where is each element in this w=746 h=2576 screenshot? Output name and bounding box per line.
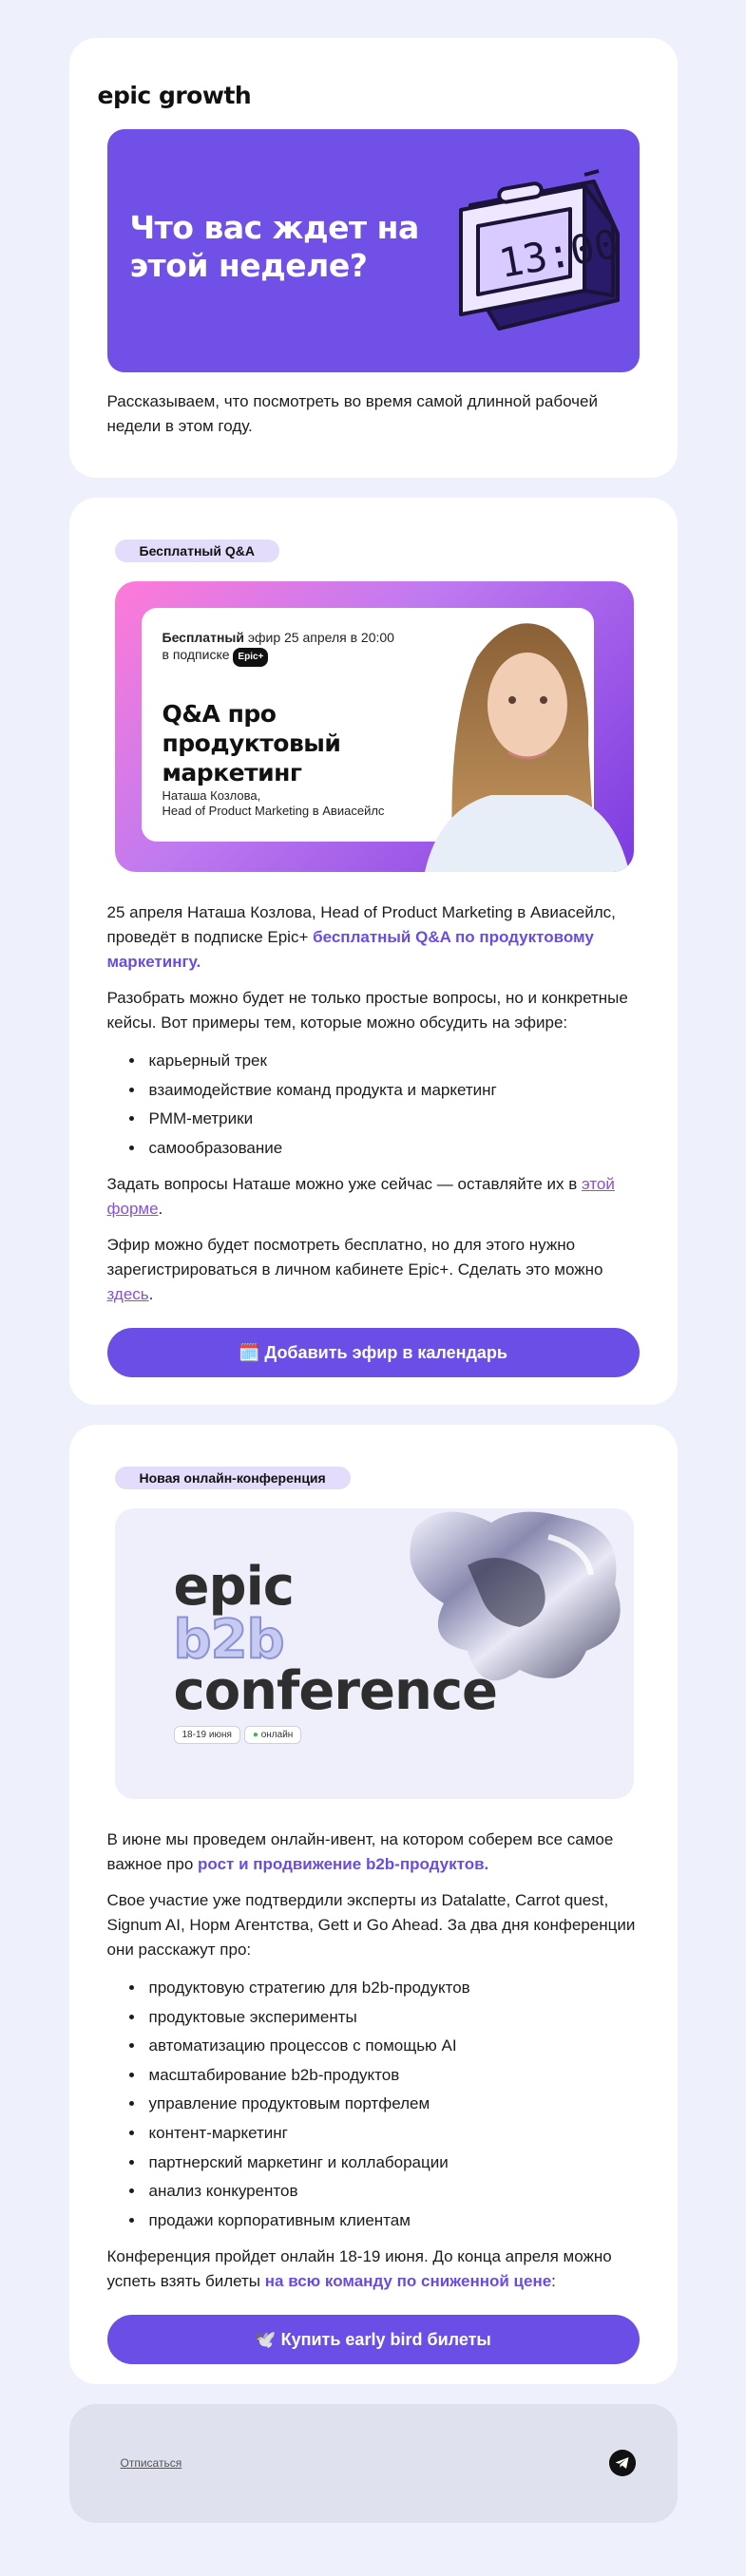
qa-banner[interactable]	[115, 581, 634, 872]
epic-growth-logo: epic growth	[97, 82, 252, 109]
conference-chips	[174, 1725, 306, 1744]
intro-card	[69, 38, 678, 478]
hero-title: Что вас ждет на этой неделе?	[129, 209, 419, 284]
conference-word-epic: epic	[173, 1556, 294, 1618]
list-item: • продуктовые эксперименты	[145, 2003, 640, 2033]
conference-badge: Новая онлайн-конференция	[115, 1467, 351, 1489]
qa-banner-speaker: Наташа Козлова, Head of Product Marketing в Авиасейлс	[162, 788, 385, 818]
b2b-growth-link[interactable]: рост и продвижение b2b-продуктов.	[198, 1855, 489, 1873]
list-item: • PMM-метрики	[145, 1105, 640, 1134]
team-discount-link[interactable]: на всю команду по сниженной цене	[264, 2272, 552, 2291]
online-dot-icon: ●	[252, 1730, 261, 1740]
qa-paragraph-4: Эфир можно будет посмотреть бесплатно, но для этого нужно зарегистрироваться в личном кабинете Epic+. Сделать это можно здесь.	[106, 1236, 603, 1304]
list-item: • карьерный трек	[145, 1047, 640, 1076]
alarm-clock-illustration	[432, 167, 622, 338]
register-link[interactable]: здесь	[106, 1285, 149, 1304]
intro-text: Рассказываем, что посмотреть во время самой длинной рабочей недели в этом году.	[106, 392, 598, 435]
telegram-icon[interactable]	[609, 2450, 636, 2476]
qa-topics-list	[145, 1047, 640, 1163]
list-item: • анализ конкурентов	[145, 2177, 640, 2207]
add-to-calendar-button[interactable]: 🗓️ Добавить эфир в календарь	[107, 1328, 640, 1377]
conference-word-b2b: b2b	[173, 1609, 284, 1671]
qa-badge: Бесплатный Q&A	[115, 540, 279, 562]
list-item: • автоматизацию процессов с помощью AI	[145, 2032, 640, 2061]
conference-card	[69, 1425, 678, 2384]
questions-form-link[interactable]: этой форме	[106, 1175, 615, 1219]
clock-time: 13:00	[494, 219, 622, 288]
conference-topics-list	[145, 1974, 640, 2235]
qa-paragraph-3: Задать вопросы Наташе можно уже сейчас — оставляйте их в этой форме.	[106, 1175, 615, 1219]
list-item: • масштабирование b2b-продуктов	[145, 2061, 640, 2091]
list-item: • продуктовую стратегию для b2b-продуктов	[145, 1974, 640, 2003]
list-item: • продажи корпоративным клиентам	[145, 2207, 640, 2236]
conference-paragraph-2: Свое участие уже подтвердили эксперты из Datalatte, Carrot quest, Signum AI, Норм Агентства, Gett и Go Ahead. За два дня конференции они расскажут про:	[106, 1891, 636, 1959]
qa-banner-title: Q&A про продуктовый маркетинг	[162, 700, 341, 786]
conference-paragraph-1: В июне мы проведем онлайн-ивент, на котором соберем все самое важное про рост и продвижение b2b-продуктов.	[106, 1830, 614, 1873]
qa-paragraph-1: 25 апреля Наташа Козлова, Head of Product Marketing в Авиасейлс, проведёт в подписке Epic+ бесплатный Q&A по продуктовому маркетингу.	[106, 903, 616, 971]
list-item: • взаимодействие команд продукта и маркетинг	[145, 1076, 640, 1106]
qa-card	[69, 498, 678, 1405]
week-hero-banner	[107, 129, 640, 372]
conference-banner[interactable]	[115, 1508, 634, 1799]
unsubscribe-link[interactable]: Отписаться	[120, 2456, 182, 2470]
conference-paragraph-3: Конференция пройдет онлайн 18-19 июня. До конца апреля можно успеть взять билеты на всю команду по сниженной цене:	[106, 2247, 612, 2291]
online-chip: ● онлайн	[244, 1726, 301, 1744]
list-item: • управление продуктовым портфелем	[145, 2090, 640, 2119]
conference-word-conference: conference	[173, 1660, 498, 1722]
qa-banner-date: Бесплатный эфир 25 апреля в 20:00 в подписке Epic+	[163, 629, 410, 667]
epic-plus-chip: Epic+	[233, 648, 268, 667]
buy-early-bird-button[interactable]: 🕊️ Купить early bird билеты	[107, 2315, 640, 2364]
email-footer	[69, 2404, 678, 2523]
list-item: • самообразование	[145, 1134, 640, 1164]
list-item: • партнерский маркетинг и коллаборации	[145, 2149, 640, 2178]
list-item: • контент-маркетинг	[145, 2119, 640, 2149]
speaker-portrait	[387, 581, 634, 872]
qa-link[interactable]: бесплатный Q&A по продуктовому маркетингу.	[106, 928, 594, 971]
qa-paragraph-2: Разобрать можно будет не только простые вопросы, но и конкретные кейсы. Вот примеры тем, которые можно обсудить на эфире:	[106, 989, 628, 1032]
dates-chip: 18-19 июня	[174, 1726, 240, 1744]
